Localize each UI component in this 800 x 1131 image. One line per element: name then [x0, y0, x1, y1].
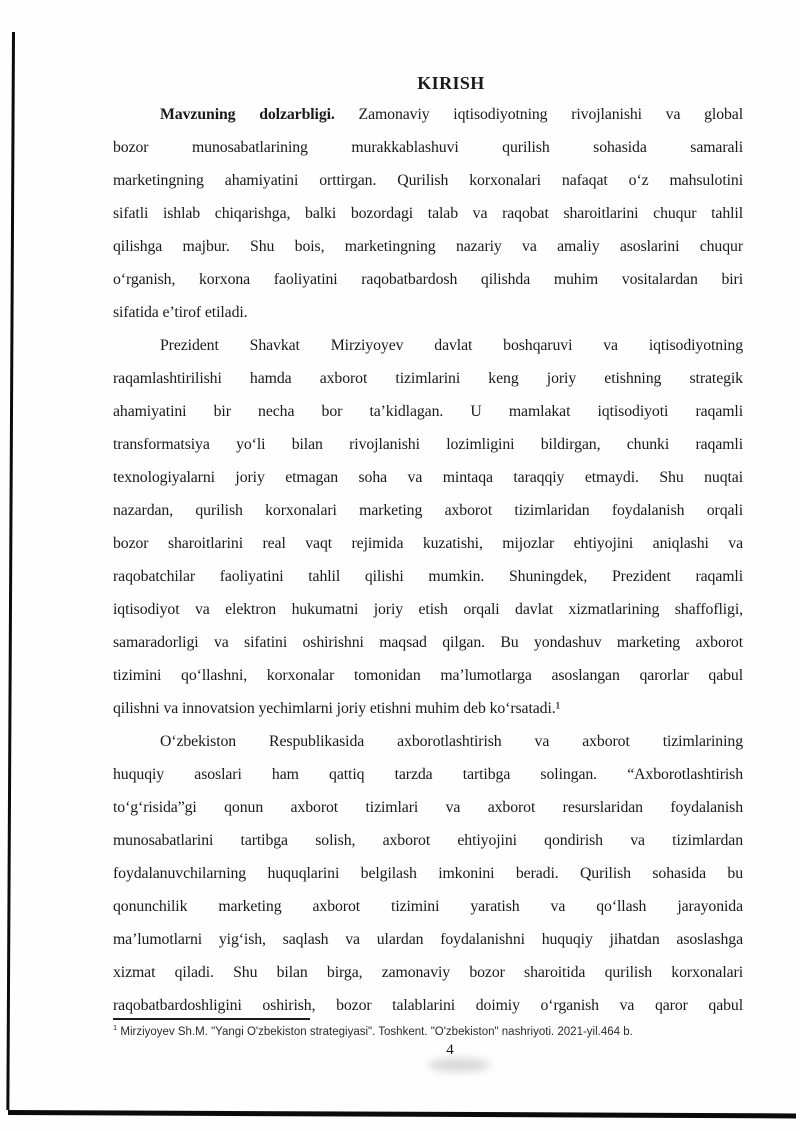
text-line: tizimini qoʻllashni, korxonalar tomonidan ma’lumotlarga asoslangan qarorlar qabul: [113, 667, 743, 684]
text-line: munosabatlarini tartibga solish, axborot ehtiyojini qondirish va tizimlardan: [113, 832, 743, 849]
text-line: bozor munosabatlarining murakkablashuvi qurilish sohasida samarali: [113, 139, 743, 156]
paragraph-lead-bold: Mavzuning dolzarbligi.: [160, 106, 335, 123]
text-line: marketingning ahamiyatini orttirgan. Qurilish korxonalari nafaqat oʻz mahsulotini: [113, 172, 743, 189]
text-line: nazardan, qurilish korxonalari marketing axborot tizimlaridan foydalanish orqali: [113, 502, 743, 519]
text-line: qilishga majbur. Shu bois, marketingning nazariy va amaliy asoslarini chuqur: [113, 238, 743, 255]
paragraph: [113, 725, 743, 1022]
text-line: foydalanuvchilarning huquqlarini belgilash imkonini beradi. Qurilish sohasida bu: [113, 865, 743, 882]
text-line: ma’lumotlarni yigʻish, saqlash va ulardan foydalanishni huquqiy jihatdan asoslashga: [113, 931, 743, 948]
page-title: KIRISH: [417, 73, 485, 93]
footnote-area: [113, 1018, 743, 1040]
paragraph: [113, 329, 743, 725]
text-line: huquqiy asoslari ham qattiq tarzda tartibga solingan. “Axborotlashtirish: [113, 766, 743, 783]
text-line: Mavzuning dolzarbligi. Zamonaviy iqtisodiyotning rivojlanishi va global: [160, 106, 743, 123]
text-line: oʻrganish, korxona faoliyatini raqobatbardosh qilishda muhim vositalardan biri: [113, 271, 743, 288]
text-line: qilishni va innovatsion yechimlarni joriy etishni muhim deb koʻrsatadi.¹: [113, 700, 561, 717]
text-line: iqtisodiyot va elektron hukumatni joriy etish orqali davlat xizmatlarining shaffofligi,: [113, 601, 743, 618]
text-line: samaradorligi va sifatini oshirishni maqsad qilgan. Bu yondashuv marketing axborot: [113, 634, 743, 651]
page-number: 4: [446, 1042, 454, 1058]
text-line: raqamlashtirilishi hamda axborot tizimlarini keng joriy etishning strategik: [113, 370, 743, 387]
body-paragraphs: [113, 98, 743, 1022]
paragraph: [113, 98, 743, 329]
text-line: qonunchilik marketing axborot tizimini yaratish va qoʻllash jarayonida: [113, 898, 743, 915]
footnote-citation: Mirziyoyev Sh.M. "Yangi O'zbekiston strategiyasi". Toshkent. "O'zbekiston" nashriyoti. 2021-yil.464 b.: [117, 1026, 633, 1038]
text-line: transformatsiya yoʻli bilan rivojlanishi lozimligini bildirgan, chunki raqamli: [113, 436, 743, 453]
text-line: xizmat qiladi. Shu bilan birga, zamonaviy bozor sharoitida qurilish korxonalari: [113, 964, 743, 981]
scan-edge-bottom-artifact: [8, 1110, 796, 1118]
footnote-separator: [113, 1018, 310, 1020]
text-line: Prezident Shavkat Mirziyoyev davlat boshqaruvi va iqtisodiyotning: [160, 337, 743, 354]
text-line: bozor sharoitlarini real vaqt rejimida kuzatishi, mijozlar ehtiyojini aniqlashi va: [113, 535, 743, 552]
text-line: Oʻzbekiston Respublikasida axborotlashtirish va axborot tizimlarining: [160, 733, 743, 750]
text-line: raqobatchilar faoliyatini tahlil qilishi mumkin. Shuningdek, Prezident raqamli: [113, 568, 743, 585]
text-line: ahamiyatini bir necha bor ta’kidlagan. U mamlakat iqtisodiyoti raqamli: [113, 403, 743, 420]
scan-smudge-artifact: [428, 1058, 490, 1072]
text-line: toʻgʻrisida”gi qonun axborot tizimlari va axborot resurslaridan foydalanish: [113, 799, 743, 816]
text-line: texnologiyalarni joriy etmagan soha va mintaqa taraqqiy etmaydi. Shu nuqtai: [113, 469, 743, 486]
text-line: sifatida e’tirof etiladi.: [113, 304, 248, 321]
text-line: raqobatbardoshligini oshirish, bozor talablarini doimiy oʻrganish va qaror qabul: [113, 997, 743, 1014]
page-content: [113, 68, 743, 1022]
footnote-marker: 1: [113, 1023, 118, 1033]
scan-edge-left-artifact: [6, 32, 15, 1110]
text-line: sifatli ishlab chiqarishga, balki bozordagi talab va raqobat sharoitlarini chuqur tahlil: [113, 205, 743, 222]
footnote-text: [113, 1025, 743, 1040]
